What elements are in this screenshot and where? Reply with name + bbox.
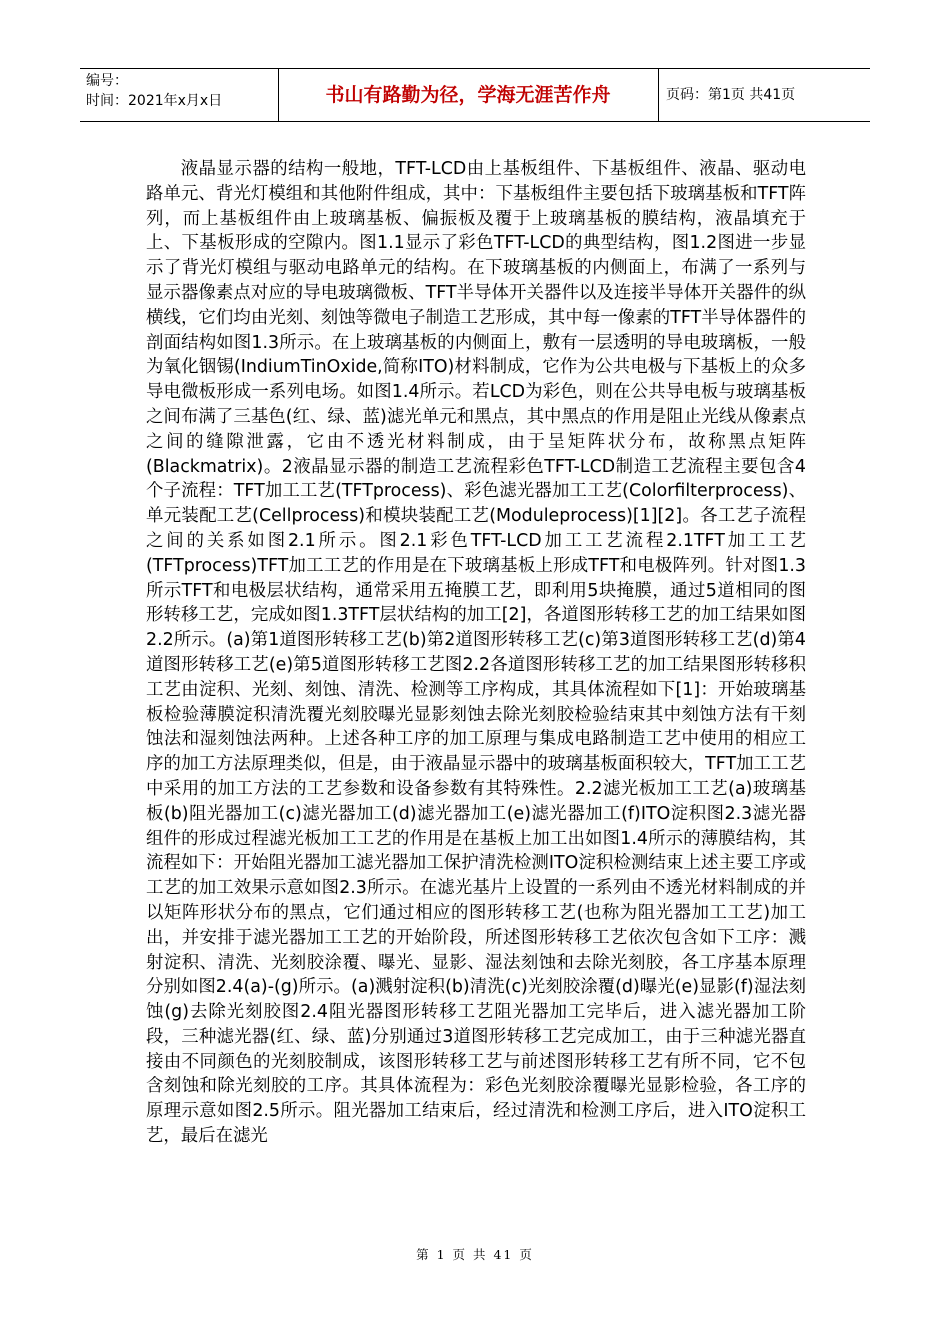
document-time: 时间：2021年x月x日 — [86, 93, 223, 109]
header-meta — [80, 69, 279, 121]
header-page-info: 页码：第1页 共41页 — [666, 87, 796, 103]
body-paragraph: 液晶显示器的结构一般地，TFT-LCD由上基板组件、下基板组件、液晶、驱动电路单元、背光灯模组和其他附件组成，其中：下基板组件主要包括下玻璃基板和TFT阵列，而上基板组件由上玻璃基板、偏振板及覆于上玻璃基板的膜结构，液晶填充于上、下基板形成的空隙内。图1.1显示了彩色TFT-LCD的典型结构，图1.2图进一步显示了背光灯模组与驱动电路单元的结构。在下玻璃基板的内侧面上，布满了一系列与显示器像素点对应的导电玻璃微板、TFT半导体开关器件以及连接半导体开关器件的纵横线，它们均由光刻、刻蚀等微电子制造工艺形成，其中每一像素的TFT半导体器件的剖面结构如图1.3所示。在上玻璃基板的内侧面上，敷有一层透明的导电玻璃板，一般为氧化铟锡(IndiumTinOxide,简称ITO)材料制成，它作为公共电极与下基板上的众多导电微板形成一系列电场。如图1.4所示。若LCD为彩色，则在公共导电板与玻璃基板之间布满了三基色(红、绿、蓝)滤光单元和黑点，其中黑点的作用是阻止光线从像素点之间的缝隙泄露，它由不透光材料制成，由于呈矩阵状分布，故称黑点矩阵(Blackmatrix)。2液晶显示器的制造工艺流程彩色TFT-LCD制造工艺流程主要包含4个子流程：TFT加工工艺(TFTprocess)、彩色滤光器加工工艺(Colorfilterprocess)、单元装配工艺(Cellprocess)和模块装配工艺(Moduleprocess)[1][2]。各工艺子流程之间的关系如图2.1所示。图2.1彩色TFT-LCD加工工艺流程2.1TFT加工工艺(TFTprocess)TFT加工工艺的作用是在下玻璃基板上形成TFT和电极阵列。针对图1.3所示TFT和电极层状结构，通常采用五掩膜工艺，即利用5块掩膜，通过5道相同的图形转移工艺，完成如图1.3TFT层状结构的加工[2]，各道图形转移工艺的加工结果如图2.2所示。(a)第1道图形转移工艺(b)第2道图形转移工艺(c)第3道图形转移工艺(d)第4道图形转移工艺(e)第5道图形转移工艺图2.2各道图形转移工艺的加工结果图形转移积工艺由淀积、光刻、刻蚀、清洗、检测等工序构成，其具体流程如下[1]：开始玻璃基板检验薄膜淀积清洗覆光刻胶曝光显影刻蚀去除光刻胶检验结束其中刻蚀方法有干刻蚀法和湿刻蚀法两种。上述各种工序的加工原理与集成电路制造工艺中使用的相应工序的加工方法原理类似，但是，由于液晶显示器中的玻璃基板面积较大，TFT加工工艺中采用的加工方法的工艺参数和设备参数有其特殊性。2.2滤光板加工工艺(a)玻璃基板(b)阻光器加工(c)滤光器加工(d)滤光器加工(e)滤光器加工(f)ITO淀积图2.3滤光器组件的形成过程滤光板加工工艺的作用是在基板上加工出如图1.4所示的薄膜结构，其流程如下：开始阻光器加工滤光器加工保护清洗检测ITO淀积检测结束上述主要工序或工艺的加工效果示意如图2.3所示。在滤光基片上设置的一系列由不透光材料制成的并以矩阵形状分布的黑点，它们通过相应的图形转移工艺(也称为阻光器加工工艺)加工出，并安排于滤光器加工工艺的开始阶段，所述图形转移工艺依次包含如下工序：溅射淀积、清洗、光刻胶涂覆、曝光、显影、湿法刻蚀和去除光刻胶，各工序基本原理分别如图2.4(a)-(g)所示。(a)溅射淀积(b)清洗(c)光刻胶涂覆(d)曝光(e)显影(f)湿法刻蚀(g)去除光刻胶图2.4阻光器图形转移工艺阻光器加工完毕后，进入滤光器加工阶段，三种滤光器(红、绿、蓝)分别通过3道图形转移工艺完成加工，由于三种滤光器直接由不同颜色的光刻胶制成，该图形转移工艺与前述图形转移工艺有所不同，它不包含刻蚀和除光刻胶的工序。其具体流程为：彩色光刻胶涂覆曝光显影检验，各工序的原理示意如图2.5所示。阻光器加工结束后，经过清洗和检测工序后，进入ITO淀积工艺，最后在滤光 — [146, 159, 806, 1147]
page-header — [80, 68, 870, 122]
document-id-label: 编号： — [86, 73, 128, 89]
header-motto: 书山有路勤为径，学海无涯苦作舟 — [278, 69, 659, 121]
page-footer-number: 第 1 页 共 41 页 — [416, 1247, 534, 1262]
